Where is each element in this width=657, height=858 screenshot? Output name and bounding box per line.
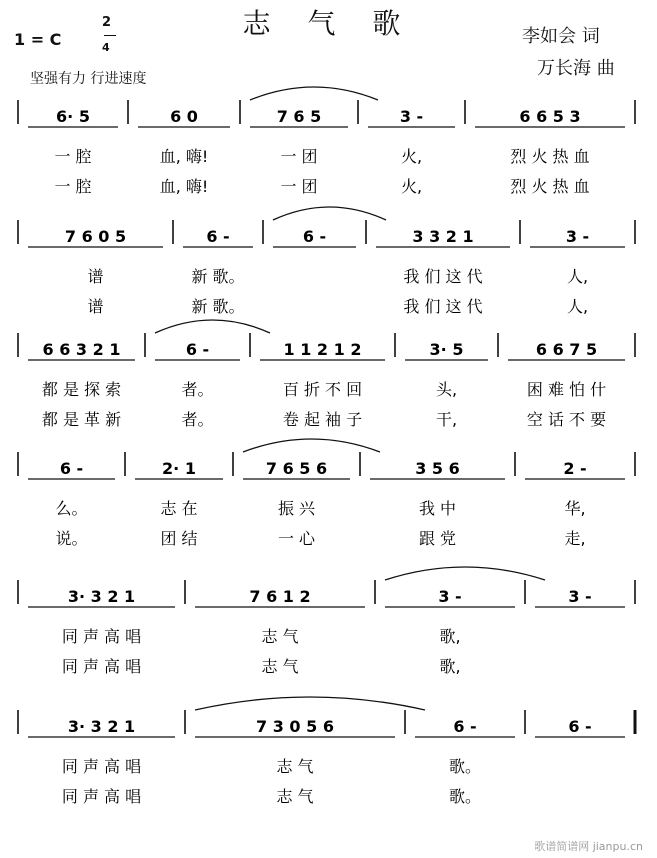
lyric-verse-1: 我 们 这 代 <box>403 267 483 286</box>
slur-arc <box>195 697 425 710</box>
lyric-verse-2: 烈 火 热 血 <box>510 177 590 196</box>
measure-notes: 6 - <box>185 340 210 359</box>
lyric-verse-1: 同 声 高 唱 <box>61 627 142 646</box>
lyric-verse-1: 志 气 <box>276 757 314 776</box>
lyric-verse-1: 一 团 <box>280 147 318 166</box>
measure-notes: 6 0 <box>170 107 198 126</box>
lyric-verse-1: 者。 <box>181 380 214 399</box>
lyricist-credit: 李如会 词 <box>522 26 600 47</box>
measure-notes: 6 6 7 5 <box>535 340 598 359</box>
lyric-verse-1: 志 在 <box>160 499 198 518</box>
lyric-verse-1: 歌, <box>439 627 461 646</box>
lyric-verse-1: 华, <box>564 499 586 518</box>
measure-notes: 3 - <box>399 107 424 126</box>
lyric-verse-1: 火, <box>400 147 423 166</box>
lyric-verse-2: 谱 <box>87 297 104 316</box>
measure-notes: 6 6 5 3 <box>519 107 581 126</box>
lyric-verse-1: 志 气 <box>261 627 299 646</box>
lyric-verse-2: 空 话 不 要 <box>526 410 607 429</box>
measure-notes: 6 - <box>568 717 592 736</box>
lyric-verse-2: 新 歌。 <box>191 297 245 316</box>
lyric-verse-2: 志 气 <box>261 657 299 676</box>
lyric-verse-2: 火, <box>400 177 423 196</box>
measure-notes: 1 1 2 1 2 <box>283 340 362 359</box>
measure-notes: 6· 5 <box>56 107 90 126</box>
song-title: 志 气 歌 <box>242 7 415 40</box>
lyric-verse-1: 血, 嗨! <box>159 147 209 166</box>
measure-notes: 3 - <box>568 587 592 606</box>
lyric-verse-2: 走, <box>564 529 586 548</box>
time-signature-bottom: 4 <box>102 41 110 54</box>
measure-notes: 3· 3 2 1 <box>67 717 136 736</box>
slur-arc <box>250 87 378 100</box>
measure-notes: 6 - <box>59 459 84 478</box>
key-signature: 1 = C <box>14 30 62 49</box>
lyric-verse-1: 同 声 高 唱 <box>61 757 142 776</box>
lyric-verse-2: 同 声 高 唱 <box>61 787 142 806</box>
lyric-verse-2: 团 结 <box>160 529 198 548</box>
lyric-verse-1: 烈 火 热 血 <box>510 147 590 166</box>
measure-notes: 6 6 3 2 1 <box>42 340 121 359</box>
measure-notes: 3 - <box>565 227 590 246</box>
slur-arc <box>243 439 380 452</box>
lyric-verse-2: 一 腔 <box>54 177 92 196</box>
measure-notes: 3 5 6 <box>415 459 460 478</box>
lyric-verse-2: 歌, <box>439 657 461 676</box>
measure-notes: 2· 1 <box>162 459 196 478</box>
lyric-verse-1: 人, <box>566 267 589 286</box>
lyric-verse-2: 一 心 <box>277 529 316 548</box>
lyric-verse-1: 歌。 <box>448 757 482 776</box>
composer-credit: 万长海 曲 <box>537 58 615 79</box>
slur-arc <box>273 207 386 220</box>
lyric-verse-1: 新 歌。 <box>191 267 245 286</box>
lyric-verse-2: 跟 党 <box>418 529 457 548</box>
lyric-verse-1: 一 腔 <box>54 147 92 166</box>
lyric-verse-2: 说。 <box>55 529 88 548</box>
lyric-verse-1: 都 是 探 索 <box>41 380 122 399</box>
slur-arc <box>385 567 545 580</box>
lyric-verse-1: 么。 <box>55 499 88 518</box>
lyric-verse-2: 者。 <box>181 410 214 429</box>
measure-notes: 7 6 1 2 <box>249 587 311 606</box>
lyric-verse-2: 志 气 <box>276 787 314 806</box>
time-signature-top: 2 <box>102 15 112 30</box>
lyric-verse-1: 困 难 怕 什 <box>526 380 607 399</box>
measure-notes: 7 6 5 6 <box>265 459 328 478</box>
lyric-verse-2: 歌。 <box>448 787 482 806</box>
lyric-verse-1: 振 兴 <box>277 499 316 518</box>
lyric-verse-1: 我 中 <box>418 499 457 518</box>
lyric-verse-2: 一 团 <box>280 177 318 196</box>
measure-notes: 6 - <box>206 227 230 246</box>
lyric-verse-1: 头, <box>435 380 458 399</box>
watermark: 歌谱简谱网 jianpu.cn <box>534 840 643 853</box>
lyric-verse-2: 同 声 高 唱 <box>61 657 142 676</box>
tempo-marking: 坚强有力 行进速度 <box>30 71 147 87</box>
lyric-verse-1: 谱 <box>87 267 104 286</box>
lyric-verse-2: 我 们 这 代 <box>403 297 483 316</box>
lyric-verse-2: 血, 嗨! <box>159 177 209 196</box>
lyric-verse-1: 百 折 不 回 <box>282 380 363 399</box>
lyric-verse-2: 人, <box>566 297 589 316</box>
measure-notes: 7 3 0 5 6 <box>256 717 334 736</box>
lyric-verse-2: 干, <box>435 410 458 429</box>
measure-notes: 3· 5 <box>429 340 464 359</box>
lyric-verse-2: 都 是 革 新 <box>41 410 122 429</box>
measure-notes: 7 6 0 5 <box>64 227 127 246</box>
measure-notes: 3· 3 2 1 <box>67 587 136 606</box>
measure-notes: 6 - <box>302 227 327 246</box>
measure-notes: 6 - <box>453 717 477 736</box>
measure-notes: 2 - <box>563 459 587 478</box>
measure-notes: 3 3 2 1 <box>412 227 474 246</box>
measure-notes: 3 - <box>438 587 462 606</box>
measure-notes: 7 6 5 <box>276 107 322 126</box>
slur-arc <box>155 320 270 333</box>
lyric-verse-2: 卷 起 袖 子 <box>282 410 363 429</box>
